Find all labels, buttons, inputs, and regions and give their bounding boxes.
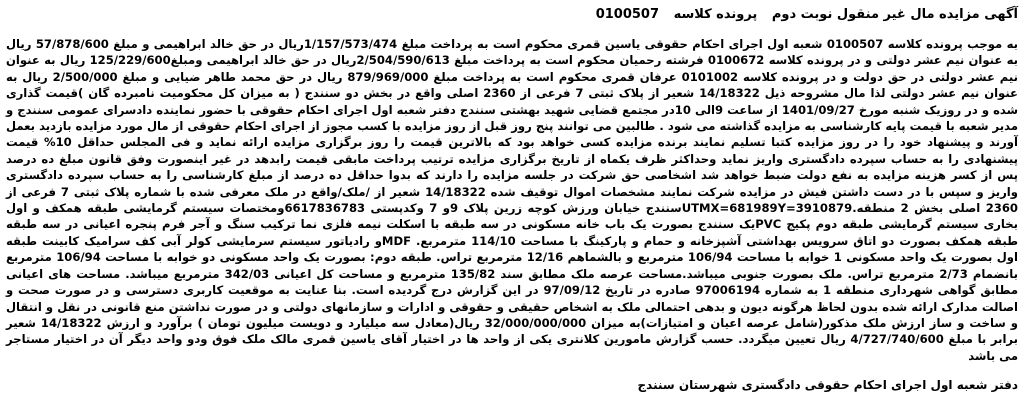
notice-title: آگهی مزایده مال غیر منقول نوبت دوم [771,7,1018,22]
notice-body: به موجب پرونده کلاسه 0100507 شعبه اول اجرای احکام حقوقی یاسین قمری محکوم است به پرداخت مبلغ 1/157/573/474ریال در حق خالد ابراهیمی و مبلغ 57/878/600 ریال به عنوان نیم عشر دولتی و در پرونده کلاسه 0100672 فرشته رحمیان محکوم است به پرداخت مبلغ 2/504/590/613ریال در حق خالد ابراهیمی ومبلغ125/229/600 ریال به عنوان نیم عشر دولتی در حق دولت و در پرونده کلاسه 0101002 عرفان قمری محکوم است به پرداخت مبلغ 879/969/000 ریال در حق محمد طاهر ضیایی و مبلغ 2/500/000 ریال به عنوان نیم عشر دولتی لذا مال مشروحه ذیل 14/18322 شعیر از پلاک ثبتی 7 فرعی از 2360 اصلی واقع در بخش دو سنندج ( به میزان کل محکومیت نامبرده گان )قیمت گذاری شده و در روزیک شنبه مورخ 1401/09/27 از ساعت 9الی 10در مجتمع قضایی شهید بهشتی سنندج دفتر شعبه اول اجرای احکام حقوقی با حضور نماینده دادسرای عمومی سنندج و مدیر شعبه با قیمت پایه کارشناسی به مزایده گذاشته می شود . طالبین می توانند پنج روز قبل از روز مزایده با کسب مجوز از اجرای احکام حقوقی از مال مورد مزایده بازدید بعمل آورند و پیشنهاد خود را در روز مزایده کتبا تسلیم نمایند برنده مزایده کسی خواهد بود که بالاترین قیمت را روز برگزاری مزایده ارائه نماید و فی المجلس حداقل 10% قیمت پیشنهادی را به حساب سپرده دادگستری واریز نماید وحداکثر ظرف یکماه از تاریخ برگزاری مزایده ترتیب پرداخت مابقی قیمت رابدهد در غیر اینصورت وفق قانون مبلغ ده درصد پس از کسر هزینه مزایده به نفع دولت ضبط خواهد شد اشخاصی حق شرکت در جلسه مزایده را دارند که بدوا حداقل ده درصد از مبلغ کارشناسی را به حساب سپرده دادگستری واریز و سپس با در دست داشتن فیش در مزایده شرکت نمایند مشخصات اموال توقیف شده 14/18322 شعیر از /ملک/واقع در ملک معرفی شده با شماره پلاک ثبتی 7 فرعی از 2360 اصلی بخش 2 منطقه.UTMX=681989Y=3910879سنندج خیابان ورزش کوچه زرین پلاک 9و 7 وکدپستی 6617836783ومختصات سیستم گرمایشی طبقه همکف و اول بخاری سیستم گرمایشی طبقه دوم پکیج PVCیک سنندج بصورت یک باب خانه مسکونی در سه طبقه با اسکلت نیمه فلزی نما ترکیب سنگ و آجر فرم پنجره اعیانی در سه طبقه طبقه همکف بصورت دو اتاق سرویس بهداشتی آشپزخانه و حمام و پارکینگ با مساحت 114/10 مترمربع. MDFو رادیاتور سیستم سرمایشی کولر آبی کف سرامیک کابینت طبقه اول بصورت یک واحد مسکونی 1 خوابه با مساحت 106/94 مترمربع و بالشماهم 12/16 مترمربع تراس. طبقه دوم: بصورت یک واحد مسکونی دو خوابه با مساحت 106/94 مترمربع بانضمام 2/73 مترمربع تراس. ملک بصورت جنوبی میباشد.مساحت عرصه ملک مطابق سند 135/82 مترمربع و مساحت کل اعیانی 342/03 مترمربع میباشد. مساحت های اعیانی مطابق گواهی شهرداری منطقه 1 به شماره 97006194 صادره در تاریخ 97/09/12 در این گزارش درج گردیده است. بنا عنایت به موقعیت کاربری دسترسی و در صورت صحت و اصالت مدارک ارائه شده بدون لحاظ هرگونه دیون و بدهی احتمالی ملک به اشخاص حقیقی و حقوقی و ادارات و سازمانهای دولتی و در صورت نداشتن منع قانونی در نقل و انتقال و ساخت و ساز ارزش ملک مذکور(شامل عرصه اعیان و امتیازات)به میزان 32/000/000/000 ریال(معادل سه میلیارد و دویست میلیون تومان ) برآورد و ارزش 14/18322 شعیر برابر با مبلغ 4/727/740/600 ریال تعیین میگردد. حسب گزارش مامورین کلانتری یکی از واحد ها در اختیار آقای یاسین قمری مالک ملک فوق ودو واحد دیگر آن در اختیار مستاجر می باشد [6,37,1019,363]
notice-header [6,4,1018,26]
case-number: 0100507 [595,7,660,22]
notice-footer: دفتر شعبه اول اجرای احکام حقوقی دادگستری شهرستان سنندج [637,378,1018,392]
case-label: پرونده کلاسه [673,7,758,22]
auction-notice [6,4,1018,400]
